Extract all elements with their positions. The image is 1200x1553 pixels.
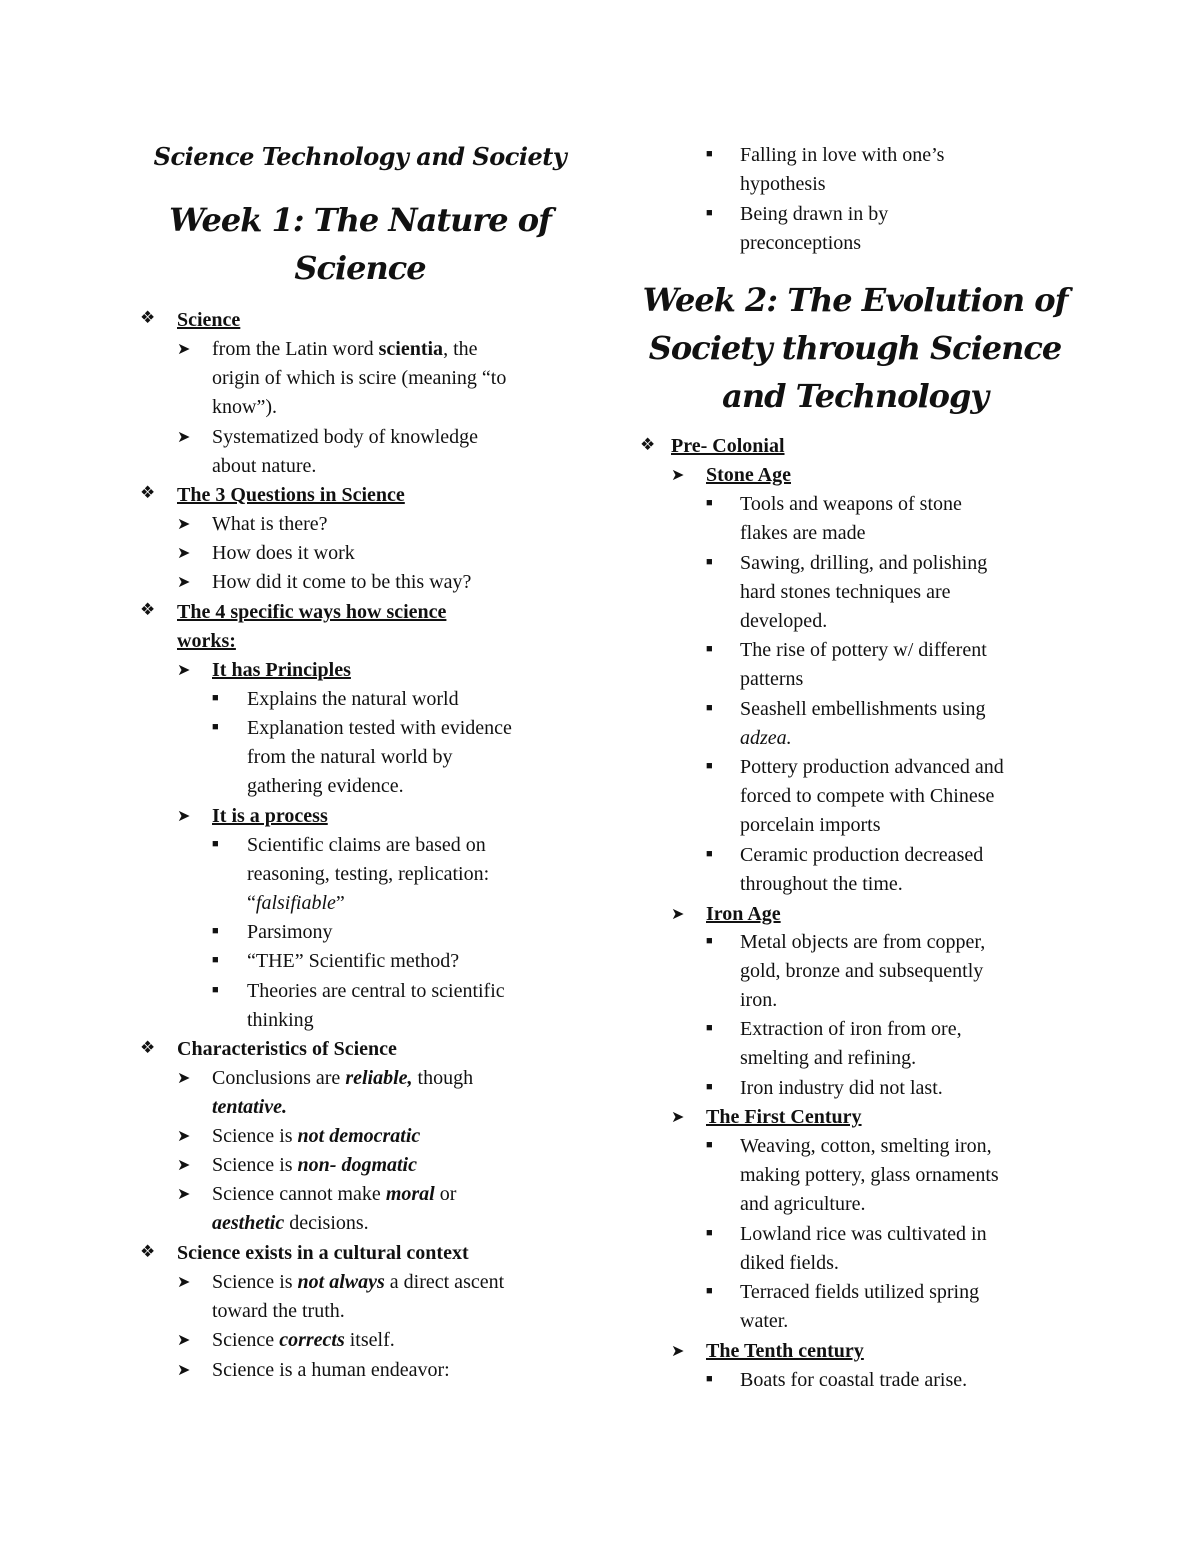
- list-item-continued: gold, bronze and subsequently: [740, 960, 984, 982]
- list-item-continued: developed.: [740, 610, 828, 632]
- list-item-continued: flakes are made: [740, 522, 866, 544]
- list-item: Conclusions are reliable, though: [212, 1067, 474, 1089]
- list-item-continued: preconceptions: [740, 232, 862, 254]
- list-item: Theories are central to scientific: [247, 980, 505, 1002]
- list-item: Pottery production advanced and: [740, 756, 1004, 778]
- square-bullet-icon: ■: [212, 925, 219, 937]
- arrow-bullet-icon: ➤: [671, 1109, 685, 1126]
- subheading-tenth-century: The Tenth century: [706, 1340, 864, 1362]
- list-item-continued: making pottery, glass ornaments: [740, 1164, 999, 1186]
- arrow-bullet-icon: ➤: [671, 906, 685, 923]
- list-item: Falling in love with one’s: [740, 144, 945, 166]
- list-item-continued: origin of which is scire (meaning “to: [212, 367, 507, 389]
- arrow-bullet-icon: ➤: [177, 429, 191, 446]
- arrow-bullet-icon: ➤: [177, 662, 191, 679]
- list-item: Lowland rice was cultivated in: [740, 1223, 987, 1245]
- square-bullet-icon: ■: [706, 935, 713, 947]
- square-bullet-icon: ■: [706, 1285, 713, 1297]
- list-item-continued: tentative.: [212, 1096, 287, 1118]
- diamond-bullet-icon: ❖: [140, 1038, 156, 1057]
- list-item-continued: throughout the time.: [740, 873, 903, 895]
- list-item-continued: hypothesis: [740, 173, 826, 195]
- square-bullet-icon: ■: [706, 643, 713, 655]
- arrow-bullet-icon: ➤: [177, 545, 191, 562]
- diamond-bullet-icon: ❖: [640, 435, 656, 454]
- week2-title-line3: and Technology: [722, 377, 988, 415]
- square-bullet-icon: ■: [706, 760, 713, 772]
- square-bullet-icon: ■: [212, 692, 219, 704]
- arrow-bullet-icon: ➤: [177, 1274, 191, 1291]
- list-item: Boats for coastal trade arise.: [740, 1369, 968, 1391]
- list-item-continued: forced to compete with Chinese: [740, 785, 995, 807]
- square-bullet-icon: ■: [706, 702, 713, 714]
- list-item: Explains the natural world: [247, 688, 459, 710]
- section-heading-science: Science: [177, 309, 241, 331]
- square-bullet-icon: ■: [706, 1139, 713, 1151]
- list-item-continued: and agriculture.: [740, 1193, 866, 1215]
- arrow-bullet-icon: ➤: [177, 574, 191, 591]
- list-item: How did it come to be this way?: [212, 571, 472, 593]
- square-bullet-icon: ■: [706, 1373, 713, 1385]
- list-item-continued: know”).: [212, 396, 277, 418]
- square-bullet-icon: ■: [706, 1081, 713, 1093]
- list-item: Systematized body of knowledge: [212, 426, 479, 448]
- list-item: Ceramic production decreased: [740, 844, 984, 866]
- subheading-iron-age: Iron Age: [706, 903, 781, 925]
- arrow-bullet-icon: ➤: [177, 341, 191, 358]
- list-item: Being drawn in by: [740, 203, 889, 225]
- square-bullet-icon: ■: [212, 954, 219, 966]
- square-bullet-icon: ■: [706, 497, 713, 509]
- arrow-bullet-icon: ➤: [177, 1186, 191, 1203]
- arrow-bullet-icon: ➤: [177, 1332, 191, 1349]
- list-item-continued: porcelain imports: [740, 814, 881, 836]
- list-item: How does it work: [212, 542, 355, 564]
- subheading-process: It is a process: [212, 805, 328, 827]
- list-item: Weaving, cotton, smelting iron,: [740, 1135, 992, 1157]
- list-item: Science is a human endeavor:: [212, 1359, 450, 1381]
- list-item: Science corrects itself.: [212, 1329, 395, 1351]
- list-item-continued: thinking: [247, 1009, 314, 1031]
- list-item: Parsimony: [247, 921, 333, 943]
- document-title: Science Technology and Society: [153, 142, 567, 171]
- list-item: What is there?: [212, 513, 328, 535]
- square-bullet-icon: ■: [706, 207, 713, 219]
- list-item-continued: hard stones techniques are: [740, 581, 951, 603]
- list-item: Scientific claims are based on: [247, 834, 486, 856]
- section-heading-precolonial: Pre- Colonial: [671, 435, 785, 457]
- list-item-continued: iron.: [740, 989, 778, 1011]
- square-bullet-icon: ■: [706, 1022, 713, 1034]
- diamond-bullet-icon: ❖: [140, 600, 156, 619]
- list-item: Seashell embellishments using: [740, 698, 986, 720]
- diamond-bullet-icon: ❖: [140, 308, 156, 327]
- list-item: Explanation tested with evidence: [247, 717, 512, 739]
- square-bullet-icon: ■: [706, 148, 713, 160]
- arrow-bullet-icon: ➤: [177, 1157, 191, 1174]
- list-item: Science is non- dogmatic: [212, 1154, 417, 1176]
- list-item-continued: gathering evidence.: [247, 775, 404, 797]
- list-item-continued: “falsifiable”: [247, 892, 345, 914]
- week2-title-line2: Society through Science: [648, 329, 1062, 367]
- square-bullet-icon: ■: [706, 1227, 713, 1239]
- arrow-bullet-icon: ➤: [177, 516, 191, 533]
- list-item: Science is not always a direct ascent: [212, 1271, 505, 1293]
- list-item: Sawing, drilling, and polishing: [740, 552, 988, 574]
- list-item: from the Latin word scientia, the: [212, 338, 478, 360]
- list-item-continued: about nature.: [212, 455, 317, 477]
- list-item: Science is not democratic: [212, 1125, 421, 1147]
- arrow-bullet-icon: ➤: [671, 1343, 685, 1360]
- arrow-bullet-icon: ➤: [177, 808, 191, 825]
- list-item-continued: from the natural world by: [247, 746, 453, 768]
- week1-title-line1: Week 1: The Nature of: [169, 201, 551, 239]
- list-item-continued: smelting and refining.: [740, 1047, 917, 1069]
- list-item-continued: diked fields.: [740, 1252, 839, 1274]
- list-item: Extraction of iron from ore,: [740, 1018, 962, 1040]
- diamond-bullet-icon: ❖: [140, 483, 156, 502]
- list-item-continued: toward the truth.: [212, 1300, 345, 1322]
- list-item-continued: water.: [740, 1310, 789, 1332]
- square-bullet-icon: ■: [212, 984, 219, 996]
- week2-title-line1: Week 2: The Evolution of: [642, 281, 1068, 319]
- square-bullet-icon: ■: [212, 838, 219, 850]
- week2-heading: [640, 276, 1070, 420]
- list-item: Science cannot make moral or: [212, 1183, 457, 1205]
- week1-title-line2: Science: [294, 249, 426, 287]
- week1-heading: [140, 196, 580, 292]
- arrow-bullet-icon: ➤: [177, 1128, 191, 1145]
- square-bullet-icon: ■: [706, 848, 713, 860]
- section-heading-ways: The 4 specific ways how science: [177, 601, 447, 623]
- section-heading-cultural: Science exists in a cultural context: [177, 1242, 469, 1264]
- arrow-bullet-icon: ➤: [177, 1070, 191, 1087]
- section-heading-questions: The 3 Questions in Science: [177, 484, 405, 506]
- subheading-stone-age: Stone Age: [706, 464, 791, 486]
- square-bullet-icon: ■: [706, 556, 713, 568]
- square-bullet-icon: ■: [212, 721, 219, 733]
- list-item-continued: reasoning, testing, replication:: [247, 863, 490, 885]
- section-heading-characteristics: Characteristics of Science: [177, 1038, 397, 1060]
- arrow-bullet-icon: ➤: [671, 467, 685, 484]
- list-item-continued: patterns: [740, 668, 804, 690]
- list-item: Iron industry did not last.: [740, 1077, 943, 1099]
- list-item-continued: aesthetic decisions.: [212, 1212, 369, 1234]
- list-item: “THE” Scientific method?: [247, 950, 460, 972]
- list-item-continued: adzea.: [740, 727, 792, 749]
- list-item: The rise of pottery w/ different: [740, 639, 987, 661]
- arrow-bullet-icon: ➤: [177, 1362, 191, 1379]
- list-item: Tools and weapons of stone: [740, 493, 962, 515]
- section-heading-ways-continued: works:: [177, 630, 236, 652]
- subheading-principles: It has Principles: [212, 659, 351, 681]
- diamond-bullet-icon: ❖: [140, 1242, 156, 1261]
- list-item: Terraced fields utilized spring: [740, 1281, 980, 1303]
- subheading-first-century: The First Century: [706, 1106, 862, 1128]
- list-item: Metal objects are from copper,: [740, 931, 986, 953]
